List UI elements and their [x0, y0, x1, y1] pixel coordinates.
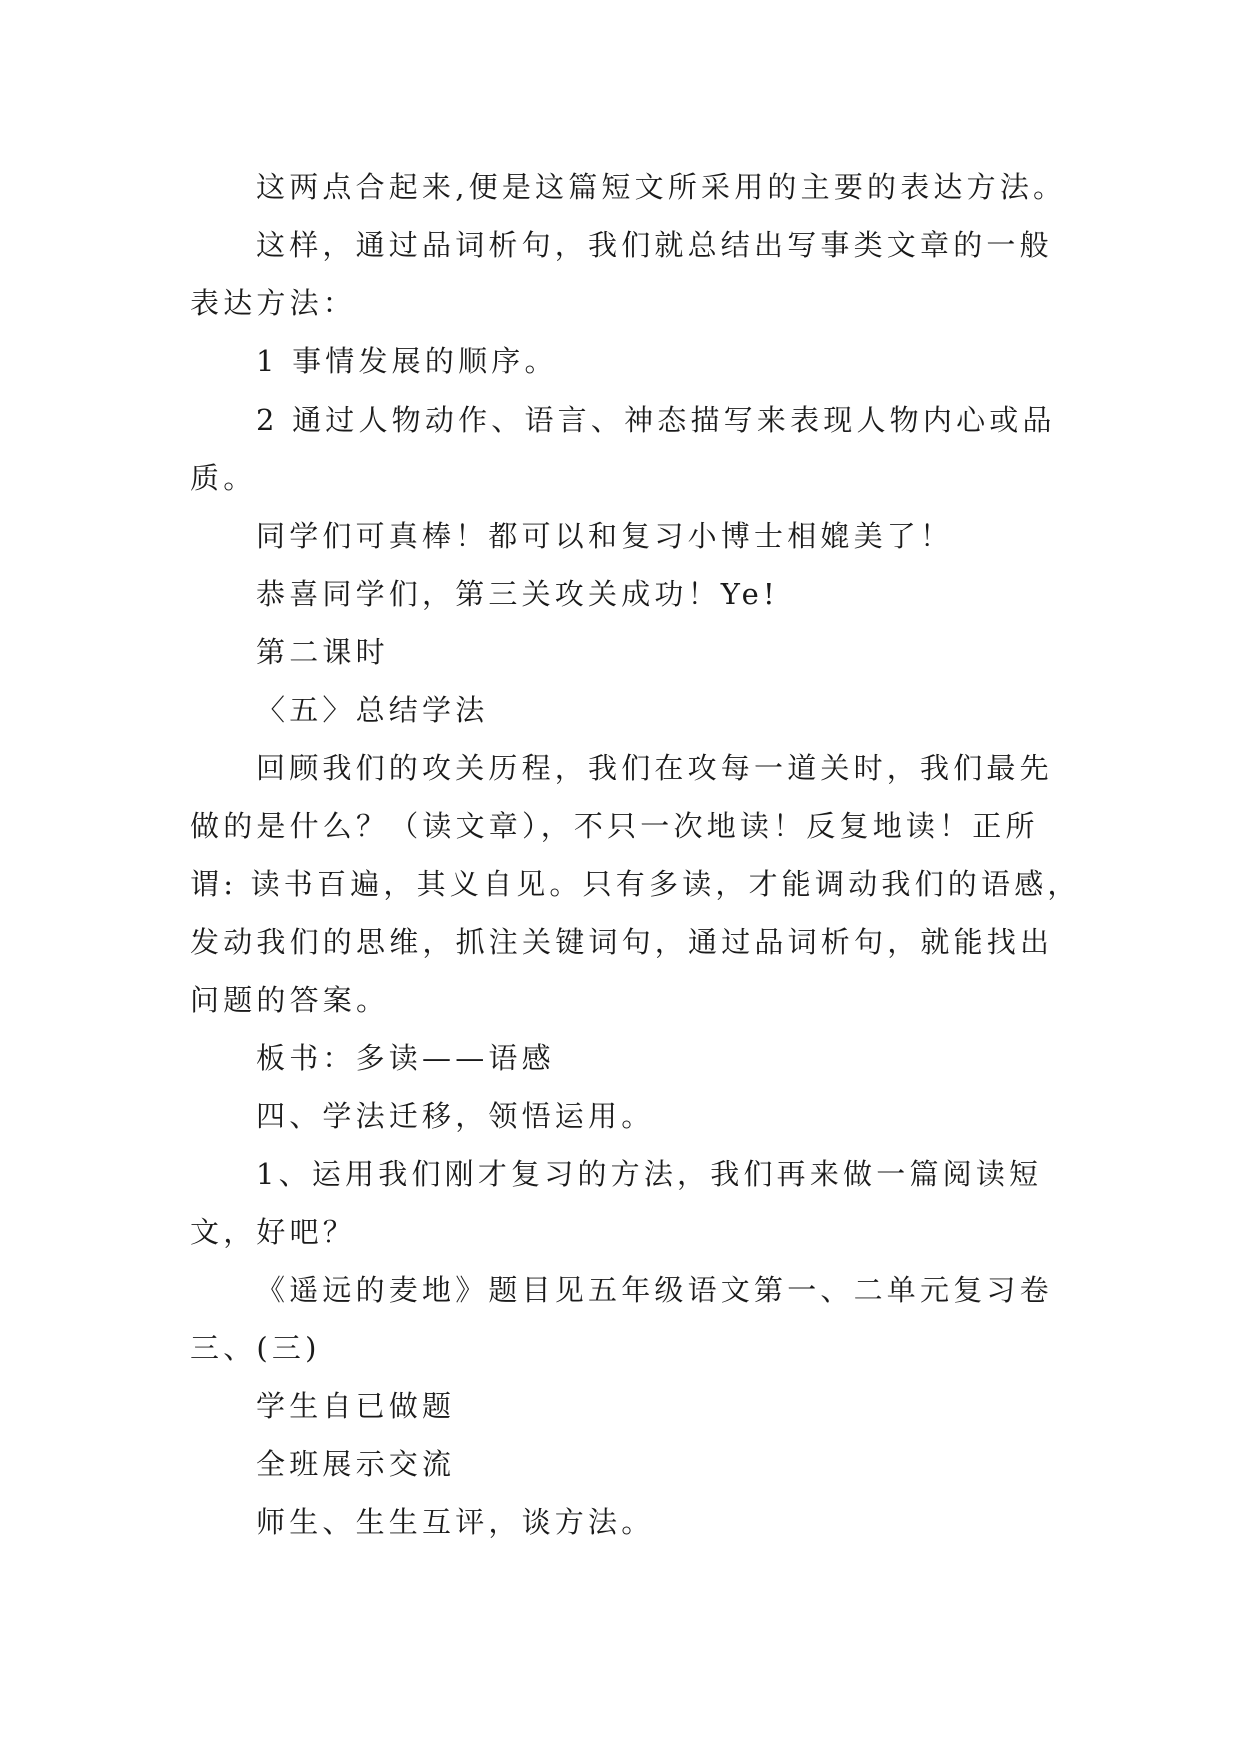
paragraph-line: 这两点合起来,便是这篇短文所采用的主要的表达方法。 — [256, 170, 1067, 204]
paragraph-line: 恭喜同学们，第三关攻关成功！Ye! — [256, 577, 779, 611]
paragraph-line: 同学们可真棒！都可以和复习小博士相媲美了！ — [256, 519, 954, 553]
paragraph-line: 师生、生生互评，谈方法。 — [256, 1505, 655, 1539]
paragraph-line: 回顾我们的攻关历程，我们在攻每一道关时，我们最先 — [256, 751, 1053, 785]
paragraph-line: 表达方法： — [190, 286, 357, 320]
paragraph-line: 问题的答案。 — [190, 983, 390, 1017]
list-item-line: 2 通过人物动作、语言、神态描写来表现人物内心或品 — [256, 403, 1056, 437]
section-heading: 四、学法迁移，领悟运用。 — [256, 1099, 655, 1133]
paragraph-line: 《遥远的麦地》题目见五年级语文第一、二单元复习卷 — [256, 1273, 1053, 1307]
paragraph-line: 做的是什么？（读文章），不只一次地读！反复地读！正所 — [190, 809, 1039, 843]
paragraph-line: 这样，通过品词析句，我们就总结出写事类文章的一般 — [256, 228, 1053, 262]
paragraph-line: 板书：多读——语感 — [256, 1041, 555, 1075]
list-item-line: 1、运用我们刚才复习的方法，我们再来做一篇阅读短 — [256, 1157, 1043, 1191]
section-heading: 第二课时 — [256, 635, 389, 669]
paragraph-line: 三、(三) — [190, 1331, 321, 1365]
paragraph-line: 全班展示交流 — [256, 1447, 456, 1481]
paragraph-line: 学生自已做题 — [256, 1389, 456, 1423]
paragraph-line: 文，好吧？ — [190, 1215, 357, 1249]
subsection-heading: 〈五〉总结学法 — [256, 693, 489, 727]
paragraph-line: 谓: 读书百遍，其义自见。只有多读，才能调动我们的语感， — [190, 867, 1081, 901]
paragraph-line: 质。 — [190, 461, 257, 495]
paragraph-line: 发动我们的思维，抓注关键词句，通过品词析句，就能找出 — [190, 925, 1054, 959]
list-item-line: 1 事情发展的顺序。 — [256, 344, 558, 378]
